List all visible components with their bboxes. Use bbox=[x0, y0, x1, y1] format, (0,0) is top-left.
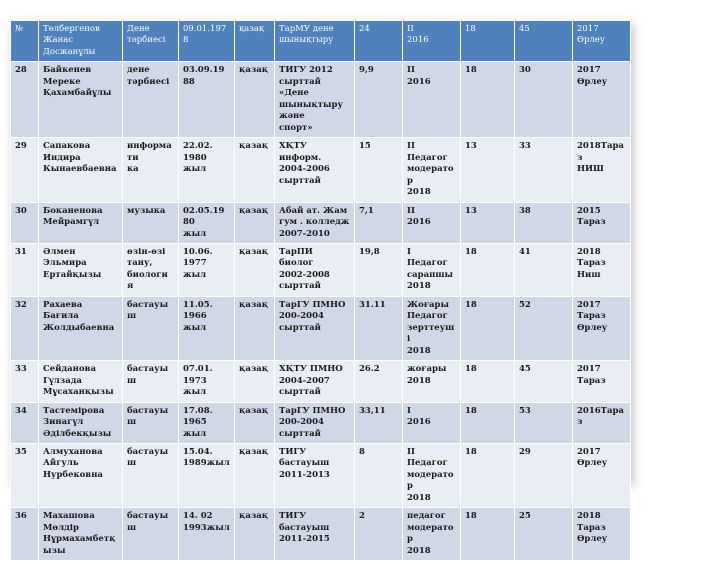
header-cell: 2017 Өрлеу bbox=[573, 21, 631, 62]
cell-text: 22.02. 1980 жыл bbox=[183, 141, 213, 175]
header-cell: 45 bbox=[515, 21, 573, 62]
table-cell bbox=[573, 62, 631, 138]
cell-text: ТИГУ 2012 сырттай «Дене шынықтыру және спорт» bbox=[279, 65, 343, 133]
table-cell bbox=[123, 243, 179, 296]
cell-text: педагог модератор 2018 bbox=[407, 511, 454, 556]
table-row bbox=[11, 361, 631, 402]
table-cell bbox=[123, 508, 179, 561]
table-cell bbox=[275, 296, 355, 360]
cell-text: 2 bbox=[359, 511, 365, 522]
table-cell bbox=[275, 402, 355, 443]
cell-text: 2016Тараз bbox=[577, 405, 624, 428]
cell-text: 07.01. 1973 жыл bbox=[183, 364, 213, 398]
cell-text: ХҚТУ информ. 2004-2006 сырттай bbox=[279, 141, 330, 186]
cell-text: I Педагог сарапшы 2018 bbox=[407, 246, 454, 292]
cell-text: 33 bbox=[15, 364, 27, 375]
table-cell bbox=[39, 402, 123, 443]
table-cell bbox=[179, 361, 235, 402]
table-cell bbox=[123, 402, 179, 443]
cell-text: 53 bbox=[519, 405, 531, 416]
table-cell bbox=[573, 361, 631, 402]
cell-text: II Педагог модератор 2018 bbox=[407, 447, 454, 503]
table-row bbox=[11, 508, 631, 561]
cell-text: 11.05. 1966 жыл bbox=[183, 299, 213, 333]
cell-text: 18 bbox=[465, 299, 477, 310]
cell-text: 14. 02 1993жыл bbox=[183, 511, 230, 533]
table-cell bbox=[179, 402, 235, 443]
table-cell bbox=[355, 138, 403, 202]
cell-text: 26.2 bbox=[359, 364, 380, 375]
cell-text: 13 bbox=[465, 205, 477, 216]
table-cell bbox=[235, 508, 275, 561]
cell-text: ТарПИ биолог 2002-2008 сырттай bbox=[279, 246, 330, 292]
table-cell bbox=[235, 361, 275, 402]
table-row bbox=[11, 202, 631, 243]
cell-text: 9,9 bbox=[359, 65, 374, 76]
cell-text: 18 bbox=[465, 65, 477, 76]
table-cell bbox=[461, 508, 515, 561]
table-cell bbox=[355, 508, 403, 561]
cell-text: 30 bbox=[15, 205, 27, 216]
cell-text: 13 bbox=[465, 141, 477, 152]
table-cell bbox=[39, 202, 123, 243]
header-cell: қазақ bbox=[235, 21, 275, 62]
cell-text: I 2016 bbox=[407, 405, 431, 428]
cell-text: 2015 Тараз bbox=[577, 205, 606, 228]
cell-text: 29 bbox=[519, 447, 531, 457]
cell-text: Рахаева Бағила Жолдыбаевна bbox=[43, 299, 115, 333]
table-cell bbox=[355, 243, 403, 296]
cell-text: Әлмен Эльмира Ертайқызы bbox=[43, 246, 102, 280]
table-cell bbox=[403, 402, 461, 443]
cell-text: қазақ bbox=[239, 205, 269, 216]
cell-text: II Педагог модератор 2018 bbox=[407, 141, 454, 198]
table-cell bbox=[39, 62, 123, 138]
cell-text: 18 bbox=[465, 246, 477, 257]
table-cell bbox=[123, 361, 179, 402]
cell-text: 35 bbox=[15, 447, 27, 457]
cell-text: 15.04. 1989жыл bbox=[183, 447, 230, 469]
cell-text: бастауыш bbox=[127, 447, 169, 469]
cell-text: Абай ат. Жам гум . колледж 2007-2010 bbox=[279, 205, 350, 239]
cell-text: 2018 Тараз Өрлеу bbox=[577, 511, 608, 545]
table-cell bbox=[461, 444, 515, 508]
header-cell: ТарМУ дене шынықтыру bbox=[275, 21, 355, 62]
cell-text: 2018Тараз НИШ bbox=[577, 141, 624, 175]
table-cell bbox=[515, 243, 573, 296]
header-cell: 09.01.1978 bbox=[179, 21, 235, 62]
table-row bbox=[11, 243, 631, 296]
table-cell bbox=[235, 202, 275, 243]
table-cell bbox=[515, 62, 573, 138]
cell-text: 2017 Тараз bbox=[577, 364, 606, 386]
table-cell bbox=[355, 361, 403, 402]
table-header-row bbox=[11, 21, 631, 62]
table-cell bbox=[355, 202, 403, 243]
table-cell bbox=[275, 508, 355, 561]
table-cell bbox=[461, 296, 515, 360]
cell-text: бастауыш bbox=[127, 364, 169, 386]
table-cell bbox=[515, 202, 573, 243]
table-cell bbox=[39, 138, 123, 202]
table-cell bbox=[39, 361, 123, 402]
table-cell bbox=[275, 62, 355, 138]
table-cell bbox=[275, 243, 355, 296]
cell-text: қазақ bbox=[239, 65, 269, 76]
table-cell bbox=[179, 62, 235, 138]
table-cell bbox=[11, 243, 39, 296]
header-cell: Дене тәрбиесі bbox=[123, 21, 179, 62]
table-cell bbox=[123, 62, 179, 138]
table-cell bbox=[461, 243, 515, 296]
table-cell bbox=[355, 296, 403, 360]
cell-text: 18 bbox=[465, 405, 477, 416]
cell-text: Алмуханова Айгуль Нурбековна bbox=[43, 447, 103, 480]
cell-text: бастауыш bbox=[127, 299, 169, 322]
cell-text: қазақ bbox=[239, 447, 269, 457]
table-cell bbox=[403, 296, 461, 360]
cell-text: 17.08. 1965 жыл bbox=[183, 405, 213, 439]
cell-text: 25 bbox=[519, 511, 531, 522]
table-cell bbox=[235, 243, 275, 296]
table-row bbox=[11, 138, 631, 202]
cell-text: Махашова Мөлдір Нұрмахамбетқызы bbox=[43, 511, 116, 556]
table-cell bbox=[275, 444, 355, 508]
table-cell bbox=[403, 508, 461, 561]
cell-text: 32 bbox=[15, 299, 27, 310]
cell-text: 2017 Өрлеу bbox=[577, 65, 608, 87]
table-cell bbox=[515, 296, 573, 360]
table-cell bbox=[515, 138, 573, 202]
table-cell bbox=[123, 296, 179, 360]
cell-text: 31 bbox=[15, 246, 27, 257]
table-cell bbox=[275, 361, 355, 402]
table-cell bbox=[461, 62, 515, 138]
table-cell bbox=[179, 296, 235, 360]
staff-table bbox=[10, 20, 631, 561]
table-cell bbox=[461, 361, 515, 402]
table-cell bbox=[179, 508, 235, 561]
cell-text: 2018 Тараз Ниш bbox=[577, 246, 606, 280]
cell-text: 15 bbox=[359, 141, 371, 152]
cell-text: 30 bbox=[519, 65, 531, 76]
cell-text: ХҚТУ ПМНО 2004-2007 сырттай bbox=[279, 364, 343, 398]
cell-text: бастауыш bbox=[127, 405, 169, 428]
header-cell: 24 bbox=[355, 21, 403, 62]
table-row bbox=[11, 62, 631, 138]
cell-text: ТИГУ бастауыш 2011-2013 bbox=[279, 447, 330, 480]
table-row bbox=[11, 296, 631, 360]
cell-text: жоғары 2018 bbox=[407, 364, 447, 386]
cell-text: қазақ bbox=[239, 246, 269, 257]
cell-text: қазақ bbox=[239, 364, 269, 375]
header-cell: 18 bbox=[461, 21, 515, 62]
cell-text: қазақ bbox=[239, 511, 269, 522]
table-cell bbox=[573, 444, 631, 508]
table-cell bbox=[461, 402, 515, 443]
cell-text: дене тәрбиесі bbox=[127, 65, 170, 87]
cell-text: қазақ bbox=[239, 141, 269, 152]
table-cell bbox=[573, 508, 631, 561]
table-cell bbox=[515, 444, 573, 508]
cell-text: 7,1 bbox=[359, 205, 374, 216]
table-cell bbox=[515, 361, 573, 402]
cell-text: 2017 Өрлеу bbox=[577, 447, 608, 469]
cell-text: II 2016 bbox=[407, 65, 431, 87]
table-cell bbox=[11, 444, 39, 508]
table-cell bbox=[123, 138, 179, 202]
cell-text: 36 bbox=[15, 511, 27, 522]
cell-text: 18 bbox=[465, 364, 477, 375]
cell-text: қазақ bbox=[239, 299, 269, 310]
table-cell bbox=[515, 508, 573, 561]
table-cell bbox=[403, 444, 461, 508]
table-cell bbox=[355, 62, 403, 138]
cell-text: Тастемірова Зинагүл Әділбекқызы bbox=[43, 405, 112, 439]
table-row bbox=[11, 402, 631, 443]
table-cell bbox=[235, 62, 275, 138]
table-cell bbox=[515, 402, 573, 443]
table-cell bbox=[179, 202, 235, 243]
table-cell bbox=[39, 508, 123, 561]
cell-text: 10.06. 1977 жыл bbox=[183, 246, 213, 280]
cell-text: 31.11 bbox=[359, 299, 386, 310]
table-cell bbox=[355, 402, 403, 443]
table-cell bbox=[11, 296, 39, 360]
table-cell bbox=[461, 202, 515, 243]
table-cell bbox=[275, 138, 355, 202]
table-row bbox=[11, 444, 631, 508]
table-cell bbox=[11, 202, 39, 243]
table-cell bbox=[235, 138, 275, 202]
cell-text: 19,8 bbox=[359, 246, 380, 257]
cell-text: 52 bbox=[519, 299, 531, 310]
header-cell: II 2016 bbox=[403, 21, 461, 62]
cell-text: 33,11 bbox=[359, 405, 386, 416]
table-cell bbox=[123, 444, 179, 508]
table-cell bbox=[39, 444, 123, 508]
cell-text: музыка bbox=[127, 205, 166, 216]
cell-text: информати ка bbox=[127, 141, 172, 175]
table-cell bbox=[573, 202, 631, 243]
cell-text: 03.09.1988 bbox=[183, 65, 225, 87]
cell-text: ТарГУ ПМНО 200-2004 сырттай bbox=[279, 299, 346, 333]
table-cell bbox=[179, 243, 235, 296]
cell-text: 18 bbox=[465, 511, 477, 522]
cell-text: өзін-өзі тану, биология bbox=[127, 246, 168, 292]
table-cell bbox=[461, 138, 515, 202]
cell-text: 18 bbox=[465, 447, 477, 457]
cell-text: бастауыш bbox=[127, 511, 169, 533]
table-body bbox=[11, 62, 631, 561]
cell-text: 8 bbox=[359, 447, 365, 457]
table-cell bbox=[11, 508, 39, 561]
cell-text: қазақ bbox=[239, 405, 269, 416]
cell-text: 41 bbox=[519, 246, 531, 257]
cell-text: II 2016 bbox=[407, 205, 431, 228]
table-cell bbox=[403, 361, 461, 402]
table-cell bbox=[403, 202, 461, 243]
cell-text: Сапакова Индира Кынаевбаевна bbox=[43, 141, 117, 175]
cell-text: 02.05.1980 жыл bbox=[183, 205, 225, 239]
table-cell bbox=[179, 444, 235, 508]
cell-text: Сейданова Гүлзада Мұсаханқызы bbox=[43, 364, 114, 398]
table-cell bbox=[403, 243, 461, 296]
table-cell bbox=[179, 138, 235, 202]
cell-text: 29 bbox=[15, 141, 27, 152]
table-cell bbox=[573, 138, 631, 202]
table-cell bbox=[11, 138, 39, 202]
cell-text: 34 bbox=[15, 405, 27, 416]
header-cell: Төлбергенов Жанас Досжанұлы bbox=[39, 21, 123, 62]
cell-text: 2017 Тараз Өрлеу bbox=[577, 299, 608, 333]
table-cell bbox=[275, 202, 355, 243]
table-cell bbox=[403, 138, 461, 202]
table-cell bbox=[39, 243, 123, 296]
table-cell bbox=[39, 296, 123, 360]
cell-text: 33 bbox=[519, 141, 531, 152]
table-cell bbox=[355, 444, 403, 508]
table-cell bbox=[123, 202, 179, 243]
table-cell bbox=[573, 402, 631, 443]
cell-text: Боканенова Мейрамгүл bbox=[43, 205, 103, 228]
cell-text: Жоғары Педагог зерттеуші 2018 bbox=[407, 299, 455, 356]
cell-text: Байкенев Мереке Қахамбайұлы bbox=[43, 65, 112, 99]
table-cell bbox=[403, 62, 461, 138]
header-cell: № bbox=[11, 21, 39, 62]
cell-text: 28 bbox=[15, 65, 27, 76]
table-cell bbox=[573, 296, 631, 360]
table-cell bbox=[11, 361, 39, 402]
cell-text: 38 bbox=[519, 205, 531, 216]
cell-text: ТарГУ ПМНО 200-2004 сырттай bbox=[279, 405, 346, 439]
table-cell bbox=[11, 62, 39, 138]
table-cell bbox=[235, 444, 275, 508]
table-cell bbox=[11, 402, 39, 443]
table-cell bbox=[235, 296, 275, 360]
cell-text: ТИГУ бастауыш 2011-2015 bbox=[279, 511, 330, 545]
table-cell bbox=[235, 402, 275, 443]
table-cell bbox=[573, 243, 631, 296]
cell-text: 45 bbox=[519, 364, 531, 375]
